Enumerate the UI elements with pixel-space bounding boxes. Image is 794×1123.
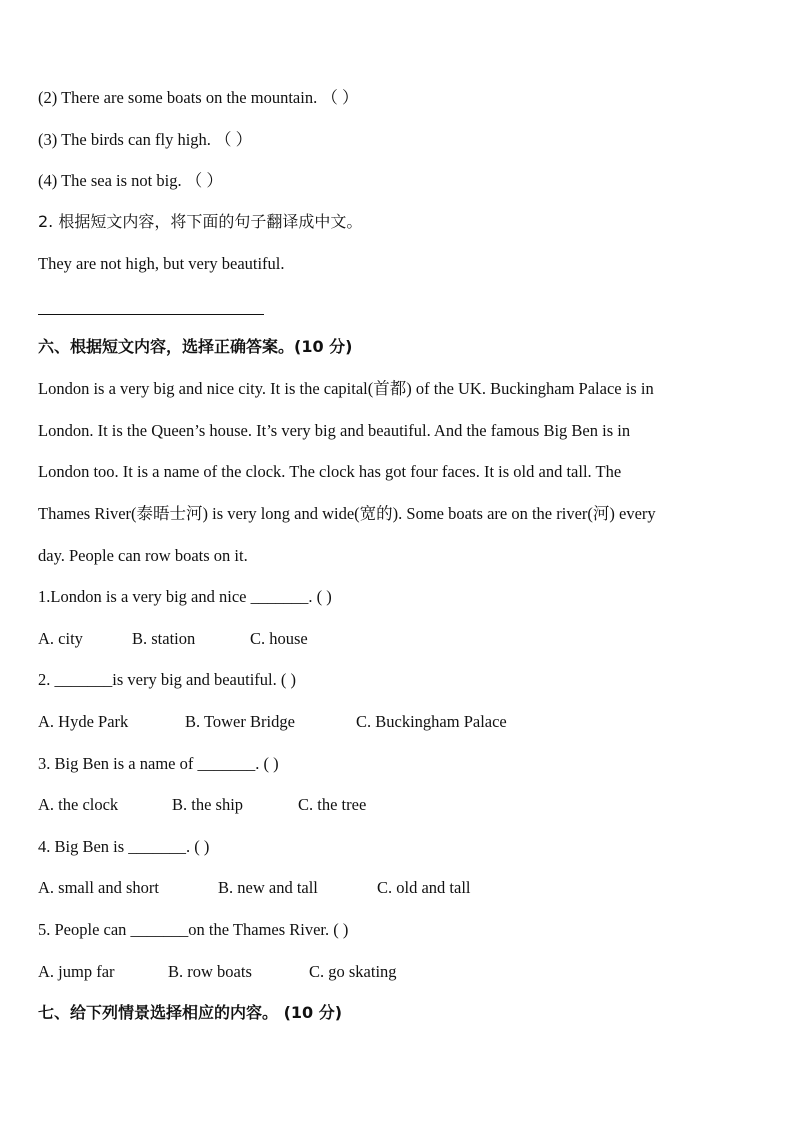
section-7-heading: 七、给下列情景选择相应的内容。 (10 分) [38, 1003, 343, 1022]
question-6-2-stem: 2. _______is very big and beautiful. ( ) [38, 670, 296, 689]
option-c[interactable]: C. house [250, 629, 308, 648]
option-b[interactable]: B. Tower Bridge [185, 712, 295, 731]
option-b[interactable]: B. new and tall [218, 878, 318, 897]
question-6-1-stem: 1.London is a very big and nice _______. ( ) [38, 587, 332, 606]
option-b[interactable]: B. station [132, 629, 196, 648]
translate-sentence: They are not high, but very beautiful. [38, 254, 285, 273]
option-c[interactable]: C. Buckingham Palace [356, 712, 507, 731]
passage-line: Thames River(泰晤士河) is very long and wide(宽的). Some boats are on the river(河) every [38, 504, 656, 523]
translate-instruction: 2. 根据短文内容，将下面的句子翻译成中文。 [38, 212, 363, 231]
section-6-heading: 六、根据短文内容，选择正确答案。(10 分) [38, 337, 353, 356]
question-5-1-4: (4) The sea is not big. （ ） [38, 171, 223, 190]
option-a[interactable]: A. small and short [38, 878, 159, 897]
question-5-1-3: (3) The birds can fly high. （ ） [38, 130, 253, 149]
question-6-5-stem: 5. People can _______on the Thames River. ( ) [38, 920, 349, 939]
question-6-3-stem: 3. Big Ben is a name of _______. ( ) [38, 754, 279, 773]
option-b[interactable]: B. the ship [172, 795, 244, 814]
option-c[interactable]: C. go skating [309, 962, 397, 981]
question-6-4-stem: 4. Big Ben is _______. ( ) [38, 837, 210, 856]
option-a[interactable]: A. Hyde Park [38, 712, 129, 731]
option-a[interactable]: A. jump far [38, 962, 115, 981]
option-a[interactable]: A. the clock [38, 795, 119, 814]
passage-line: London too. It is a name of the clock. The clock has got four faces. It is old and tall. The [38, 462, 622, 481]
option-c[interactable]: C. the tree [298, 795, 367, 814]
answer-blank-line [38, 314, 264, 315]
option-c[interactable]: C. old and tall [377, 878, 471, 897]
passage-line: day. People can row boats on it. [38, 546, 248, 565]
passage-line: London. It is the Queen’s house. It’s very big and beautiful. And the famous Big Ben is in [38, 421, 631, 440]
question-5-1-2: (2) There are some boats on the mountain. （ ） [38, 88, 359, 107]
passage-line: London is a very big and nice city. It is the capital(首都) of the UK. Buckingham Palace is in [38, 379, 654, 398]
option-b[interactable]: B. row boats [168, 962, 252, 981]
option-a[interactable]: A. city [38, 629, 83, 648]
